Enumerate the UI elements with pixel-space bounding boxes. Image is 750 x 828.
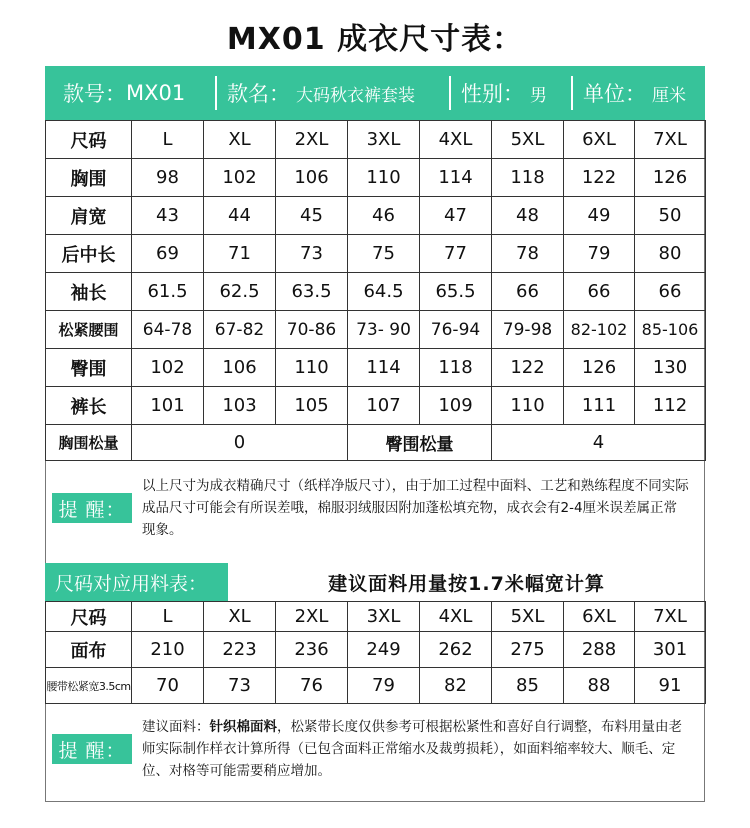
table-cell: 70-86 — [276, 311, 348, 349]
style-no-label: 款号： — [63, 82, 126, 106]
table-cell: 79 — [564, 235, 635, 273]
table-cell: 67-82 — [204, 311, 276, 349]
table-cell: 114 — [348, 349, 420, 387]
table-cell: 88 — [564, 668, 635, 704]
table-cell: 105 — [276, 387, 348, 425]
row-label: 袖长 — [46, 273, 132, 311]
page-title: MX01 成衣尺寸表： — [226, 22, 524, 57]
table-cell: 112 — [635, 387, 706, 425]
size-cell: 5XL — [492, 602, 564, 632]
size-cell: XL — [204, 121, 276, 159]
table-cell: 236 — [276, 632, 348, 668]
table-cell: 66 — [564, 273, 635, 311]
table-cell: 82 — [420, 668, 492, 704]
header-cell: 尺码 — [46, 121, 132, 159]
table-row — [46, 387, 706, 425]
table-cell: 46 — [348, 197, 420, 235]
unit-value: 厘米 — [652, 85, 686, 106]
table-cell: 85 — [492, 668, 564, 704]
table-cell: 47 — [420, 197, 492, 235]
table-cell: 107 — [348, 387, 420, 425]
row-label: 臀围 — [46, 349, 132, 387]
table-cell: 62.5 — [204, 273, 276, 311]
table-cell: 73 — [276, 235, 348, 273]
gender-label: 性别： — [461, 82, 524, 106]
note-bold: 针织棉面料 — [209, 719, 277, 735]
table-cell: 50 — [635, 197, 706, 235]
table-cell: 79 — [348, 668, 420, 704]
table-cell: 76 — [276, 668, 348, 704]
table-cell: 102 — [132, 349, 204, 387]
info-bar — [45, 66, 705, 120]
note-body: ，松紧带长度仅供参考可根据松紧性和喜好自行调整，布料用量由老师实际制作样衣计算所得（已包含面料正常缩水及裁剪损耗），如面料缩率较大、顺毛、定位、对格等可能需要稍应增加。 — [142, 719, 682, 779]
table-cell: 223 — [204, 632, 276, 668]
table-cell: 126 — [564, 349, 635, 387]
table-cell: 70 — [132, 668, 204, 704]
table-cell: 91 — [635, 668, 706, 704]
table-cell: 262 — [420, 632, 492, 668]
table-cell: 73 — [204, 668, 276, 704]
fabric-header-row — [46, 602, 706, 632]
header-cell: 尺码 — [46, 602, 132, 632]
table-row — [46, 349, 706, 387]
table-cell: 43 — [132, 197, 204, 235]
table-cell: 288 — [564, 632, 635, 668]
table-cell: 122 — [564, 159, 635, 197]
chest-ease-label: 胸围松量 — [46, 425, 132, 461]
fabric-section-header — [45, 563, 705, 601]
hip-ease-value: 4 — [492, 425, 706, 461]
table-row — [46, 197, 706, 235]
table-row — [46, 273, 706, 311]
table-cell: 66 — [492, 273, 564, 311]
row-label: 肩宽 — [46, 197, 132, 235]
table-cell: 106 — [204, 349, 276, 387]
note-block — [52, 716, 697, 782]
size-cell: XL — [204, 602, 276, 632]
table-cell: 61.5 — [132, 273, 204, 311]
table-row — [46, 159, 706, 197]
size-cell: 6XL — [564, 602, 635, 632]
note-prefix: 建议面料： — [142, 719, 210, 735]
table-cell: 49 — [564, 197, 635, 235]
name-value: 大码秋衣裤套装 — [296, 85, 415, 106]
size-header-row — [46, 121, 706, 159]
size-cell: 7XL — [635, 602, 706, 632]
style-no-cell — [45, 76, 215, 110]
hip-ease-label: 臀围松量 — [348, 425, 492, 461]
table-cell: 66 — [635, 273, 706, 311]
note-text — [142, 716, 690, 782]
row-label: 后中长 — [46, 235, 132, 273]
row-label: 胸围 — [46, 159, 132, 197]
table-cell: 126 — [635, 159, 706, 197]
reminder-badge: 提 醒： — [52, 734, 132, 764]
row-label: 松紧腰围 — [46, 311, 132, 349]
size-cell: 3XL — [348, 121, 420, 159]
row-label: 面布 — [46, 632, 132, 668]
table-cell: 301 — [635, 632, 706, 668]
table-cell: 71 — [204, 235, 276, 273]
table-cell: 78 — [492, 235, 564, 273]
fabric-section-label: 尺码对应用料表： — [45, 563, 228, 601]
table-cell: 80 — [635, 235, 706, 273]
note-block — [52, 475, 697, 541]
size-table — [45, 120, 706, 461]
table-cell: 110 — [276, 349, 348, 387]
table-cell: 130 — [635, 349, 706, 387]
row-label: 腰带松紧宽3.5cm — [46, 668, 132, 704]
table-cell: 118 — [492, 159, 564, 197]
table-cell: 64.5 — [348, 273, 420, 311]
table-cell: 110 — [348, 159, 420, 197]
size-cell: 2XL — [276, 121, 348, 159]
size-cell: 3XL — [348, 602, 420, 632]
size-cell: 6XL — [564, 121, 635, 159]
size-cell: 4XL — [420, 121, 492, 159]
name-label: 款名： — [227, 82, 290, 106]
table-cell: 65.5 — [420, 273, 492, 311]
table-row — [46, 311, 706, 349]
size-cell: 5XL — [492, 121, 564, 159]
table-cell: 114 — [420, 159, 492, 197]
size-cell: L — [132, 121, 204, 159]
table-cell: 249 — [348, 632, 420, 668]
table-cell: 110 — [492, 387, 564, 425]
table-cell: 275 — [492, 632, 564, 668]
unit-label: 单位： — [583, 82, 646, 106]
table-cell: 63.5 — [276, 273, 348, 311]
unit-cell — [573, 76, 701, 110]
table-row — [46, 632, 706, 668]
table-cell: 82-102 — [564, 311, 635, 349]
table-cell: 73- 90 — [348, 311, 420, 349]
table-cell: 103 — [204, 387, 276, 425]
table-cell: 122 — [492, 349, 564, 387]
ease-row — [46, 425, 706, 461]
gender-value: 男 — [530, 85, 547, 106]
fabric-section-title: 建议面料用量按1.7米幅宽计算 — [328, 572, 605, 595]
chest-ease-value: 0 — [132, 425, 348, 461]
table-cell: 45 — [276, 197, 348, 235]
gender-cell — [451, 76, 571, 110]
table-cell: 210 — [132, 632, 204, 668]
table-cell: 111 — [564, 387, 635, 425]
table-row — [46, 235, 706, 273]
table-cell: 98 — [132, 159, 204, 197]
table-cell: 77 — [420, 235, 492, 273]
table-cell: 109 — [420, 387, 492, 425]
table-row — [46, 668, 706, 704]
size-cell: L — [132, 602, 204, 632]
table-cell: 75 — [348, 235, 420, 273]
table-cell: 106 — [276, 159, 348, 197]
table-cell: 79-98 — [492, 311, 564, 349]
table-cell: 101 — [132, 387, 204, 425]
table-cell: 76-94 — [420, 311, 492, 349]
table-cell: 69 — [132, 235, 204, 273]
table-cell: 102 — [204, 159, 276, 197]
size-cell: 7XL — [635, 121, 706, 159]
size-cell: 2XL — [276, 602, 348, 632]
fabric-table — [45, 601, 706, 704]
table-cell: 44 — [204, 197, 276, 235]
style-no-value: MX01 — [126, 81, 186, 105]
reminder-badge: 提 醒： — [52, 493, 132, 523]
row-label: 裤长 — [46, 387, 132, 425]
size-cell: 4XL — [420, 602, 492, 632]
name-cell — [217, 76, 449, 110]
table-cell: 64-78 — [132, 311, 204, 349]
table-cell: 118 — [420, 349, 492, 387]
table-cell: 48 — [492, 197, 564, 235]
note-text: 以上尺寸为成衣精确尺寸（纸样净版尺寸），由于加工过程中面料、工艺和熟练程度不同实际成品尺寸可能会有所误差哦，棉服羽绒服因附加蓬松填充物，成衣会有2-4厘米误差属正常现象。 — [142, 478, 689, 538]
table-cell: 85-106 — [635, 311, 706, 349]
